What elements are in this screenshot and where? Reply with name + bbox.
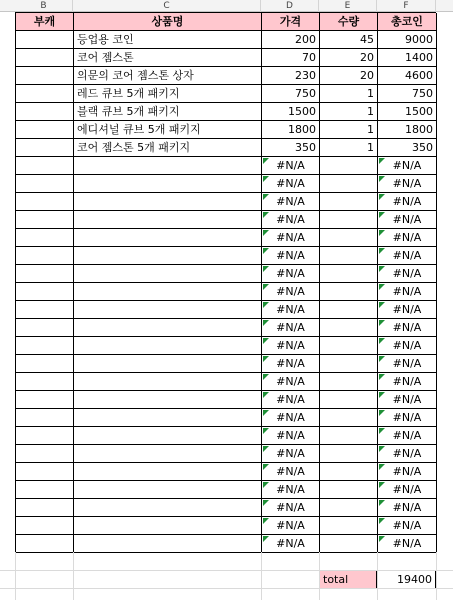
table-cell-price-error[interactable]: #N/A bbox=[262, 445, 320, 463]
table-cell-price[interactable]: 200 bbox=[262, 31, 320, 49]
column-letter-e[interactable]: E bbox=[319, 0, 377, 12]
error-indicator-icon[interactable] bbox=[263, 320, 269, 326]
table-cell-quantity[interactable] bbox=[320, 427, 378, 445]
table-cell-price-error[interactable]: #N/A bbox=[262, 535, 320, 553]
error-indicator-icon[interactable] bbox=[379, 266, 385, 272]
table-cell-total-coin-error[interactable]: #N/A bbox=[378, 175, 437, 193]
table-cell-price[interactable]: 750 bbox=[262, 85, 320, 103]
error-indicator-icon[interactable] bbox=[379, 158, 385, 164]
column-letter-b[interactable]: B bbox=[15, 0, 73, 12]
table-cell-product-name[interactable] bbox=[74, 229, 262, 247]
table-cell-subchar[interactable] bbox=[16, 391, 74, 409]
table-cell-total-coin-error[interactable]: #N/A bbox=[378, 499, 437, 517]
table-cell-subchar[interactable] bbox=[16, 445, 74, 463]
table-cell-product-name[interactable]: 등업용 코인 bbox=[74, 31, 262, 49]
error-indicator-icon[interactable] bbox=[263, 482, 269, 488]
table-cell-total-coin[interactable]: 1400 bbox=[378, 49, 437, 67]
gridline bbox=[261, 552, 262, 600]
table-cell-quantity[interactable]: 1 bbox=[320, 103, 378, 121]
table-cell-total-coin-error[interactable]: #N/A bbox=[378, 337, 437, 355]
table-cell-product-name[interactable]: 코어 젬스톤 bbox=[74, 49, 262, 67]
table-cell-subchar[interactable] bbox=[16, 535, 74, 553]
table-cell-quantity[interactable] bbox=[320, 409, 378, 427]
total-label-cell[interactable] bbox=[319, 570, 377, 589]
gridline bbox=[15, 552, 16, 600]
error-indicator-icon[interactable] bbox=[379, 194, 385, 200]
table-cell-product-name[interactable] bbox=[74, 463, 262, 481]
table-cell-quantity[interactable] bbox=[320, 175, 378, 193]
table-cell-price[interactable]: 1800 bbox=[262, 121, 320, 139]
table-cell-total-coin-error[interactable]: #N/A bbox=[378, 445, 437, 463]
header-cell-d[interactable]: 가격 bbox=[262, 13, 320, 31]
grid-frame bbox=[15, 12, 436, 552]
table-cell-product-name[interactable] bbox=[74, 175, 262, 193]
table-cell-subchar[interactable] bbox=[16, 85, 74, 103]
error-indicator-icon[interactable] bbox=[379, 410, 385, 416]
error-indicator-icon[interactable] bbox=[263, 446, 269, 452]
error-indicator-icon[interactable] bbox=[263, 338, 269, 344]
table-cell-price[interactable]: 1500 bbox=[262, 103, 320, 121]
table-cell-price[interactable]: 230 bbox=[262, 67, 320, 85]
table-cell-product-name[interactable] bbox=[74, 319, 262, 337]
table-cell-total-coin-error[interactable]: #N/A bbox=[378, 517, 437, 535]
column-letter-d[interactable]: D bbox=[261, 0, 319, 12]
table-cell-product-name[interactable] bbox=[74, 373, 262, 391]
table-cell-quantity[interactable] bbox=[320, 229, 378, 247]
table-cell-total-coin-error[interactable]: #N/A bbox=[378, 481, 437, 499]
table-cell-product-name[interactable] bbox=[74, 427, 262, 445]
table-cell-subchar[interactable] bbox=[16, 67, 74, 85]
table-cell-subchar[interactable] bbox=[16, 337, 74, 355]
error-indicator-icon[interactable] bbox=[263, 302, 269, 308]
error-indicator-icon[interactable] bbox=[379, 176, 385, 182]
error-indicator-icon[interactable] bbox=[263, 212, 269, 218]
table-cell-total-coin-error[interactable]: #N/A bbox=[378, 373, 437, 391]
gridline bbox=[436, 552, 437, 600]
error-indicator-icon[interactable] bbox=[263, 194, 269, 200]
table-cell-total-coin-error[interactable]: #N/A bbox=[378, 229, 437, 247]
error-indicator-icon[interactable] bbox=[379, 212, 385, 218]
table-cell-quantity[interactable] bbox=[320, 211, 378, 229]
table-cell-price-error[interactable]: #N/A bbox=[262, 265, 320, 283]
error-indicator-icon[interactable] bbox=[263, 158, 269, 164]
table-cell-price-error[interactable]: #N/A bbox=[262, 283, 320, 301]
header-cell-c[interactable]: 상품명 bbox=[74, 13, 262, 31]
table-cell-product-name[interactable] bbox=[74, 517, 262, 535]
table-cell-price-error[interactable]: #N/A bbox=[262, 337, 320, 355]
error-indicator-icon[interactable] bbox=[379, 464, 385, 470]
table-cell-subchar[interactable] bbox=[16, 373, 74, 391]
table-cell-subchar[interactable] bbox=[16, 283, 74, 301]
error-indicator-icon[interactable] bbox=[263, 374, 269, 380]
table-cell-price-error[interactable]: #N/A bbox=[262, 157, 320, 175]
error-indicator-icon[interactable] bbox=[263, 464, 269, 470]
table-cell-quantity[interactable]: 1 bbox=[320, 139, 378, 157]
table-cell-product-name[interactable] bbox=[74, 499, 262, 517]
gridline bbox=[0, 570, 453, 571]
error-indicator-icon[interactable] bbox=[263, 248, 269, 254]
table-cell-product-name[interactable] bbox=[74, 355, 262, 373]
table-cell-price-error[interactable]: #N/A bbox=[262, 211, 320, 229]
table-cell-price-error[interactable]: #N/A bbox=[262, 175, 320, 193]
table-cell-subchar[interactable] bbox=[16, 301, 74, 319]
table-cell-total-coin[interactable]: 1800 bbox=[378, 121, 437, 139]
table-cell-total-coin-error[interactable]: #N/A bbox=[378, 427, 437, 445]
table-cell-total-coin-error[interactable]: #N/A bbox=[378, 193, 437, 211]
table-cell-subchar[interactable] bbox=[16, 157, 74, 175]
table-cell-quantity[interactable] bbox=[320, 193, 378, 211]
error-indicator-icon[interactable] bbox=[379, 284, 385, 290]
table-cell-price-error[interactable]: #N/A bbox=[262, 193, 320, 211]
table-cell-product-name[interactable]: 레드 큐브 5개 패키지 bbox=[74, 85, 262, 103]
error-indicator-icon[interactable] bbox=[379, 446, 385, 452]
table-cell-total-coin-error[interactable]: #N/A bbox=[378, 409, 437, 427]
table-cell-total-coin[interactable]: 1500 bbox=[378, 103, 437, 121]
table-cell-product-name[interactable] bbox=[74, 157, 262, 175]
header-cell-b[interactable]: 부캐 bbox=[16, 13, 74, 31]
table-cell-price-error[interactable]: #N/A bbox=[262, 499, 320, 517]
table-cell-quantity[interactable] bbox=[320, 373, 378, 391]
total-value: 19400 bbox=[397, 573, 432, 586]
table-cell-subchar[interactable] bbox=[16, 247, 74, 265]
table-cell-quantity[interactable] bbox=[320, 355, 378, 373]
table-cell-quantity[interactable] bbox=[320, 337, 378, 355]
table-cell-quantity[interactable]: 20 bbox=[320, 49, 378, 67]
table-cell-total-coin[interactable]: 750 bbox=[378, 85, 437, 103]
error-indicator-icon[interactable] bbox=[379, 536, 385, 542]
error-indicator-icon[interactable] bbox=[263, 230, 269, 236]
table-cell-product-name[interactable]: 의문의 코어 젬스톤 상자 bbox=[74, 67, 262, 85]
error-indicator-icon[interactable] bbox=[263, 176, 269, 182]
header-cell-f[interactable]: 총코인 bbox=[378, 13, 437, 31]
table-cell-total-coin-error[interactable]: #N/A bbox=[378, 355, 437, 373]
table-cell-price-error[interactable]: #N/A bbox=[262, 247, 320, 265]
error-indicator-icon[interactable] bbox=[263, 392, 269, 398]
table-cell-price-error[interactable]: #N/A bbox=[262, 319, 320, 337]
table-cell-subchar[interactable] bbox=[16, 175, 74, 193]
table-cell-price-error[interactable]: #N/A bbox=[262, 391, 320, 409]
table-cell-product-name[interactable]: 에디셔널 큐브 5개 패키지 bbox=[74, 121, 262, 139]
error-indicator-icon[interactable] bbox=[379, 302, 385, 308]
error-indicator-icon[interactable] bbox=[263, 284, 269, 290]
table-cell-total-coin-error[interactable]: #N/A bbox=[378, 157, 437, 175]
table-cell-price[interactable]: 70 bbox=[262, 49, 320, 67]
table-cell-total-coin-error[interactable]: #N/A bbox=[378, 319, 437, 337]
table-cell-total-coin-error[interactable]: #N/A bbox=[378, 247, 437, 265]
table-cell-subchar[interactable] bbox=[16, 31, 74, 49]
table-cell-quantity[interactable] bbox=[320, 499, 378, 517]
table-cell-price-error[interactable]: #N/A bbox=[262, 373, 320, 391]
table-cell-subchar[interactable] bbox=[16, 265, 74, 283]
table-cell-subchar[interactable] bbox=[16, 409, 74, 427]
error-indicator-icon[interactable] bbox=[263, 518, 269, 524]
column-letter-c[interactable]: C bbox=[73, 0, 261, 12]
table-cell-total-coin-error[interactable]: #N/A bbox=[378, 211, 437, 229]
gridline bbox=[377, 552, 378, 600]
table-cell-total-coin[interactable]: 9000 bbox=[378, 31, 437, 49]
error-indicator-icon[interactable] bbox=[379, 230, 385, 236]
table-cell-total-coin-error[interactable]: #N/A bbox=[378, 463, 437, 481]
table-cell-product-name[interactable]: 코어 젬스톤 5개 패키지 bbox=[74, 139, 262, 157]
gridline bbox=[0, 588, 453, 589]
table-cell-product-name[interactable]: 블랙 큐브 5개 패키지 bbox=[74, 103, 262, 121]
table-cell-product-name[interactable] bbox=[74, 409, 262, 427]
table-cell-product-name[interactable] bbox=[74, 211, 262, 229]
table-cell-quantity[interactable]: 1 bbox=[320, 85, 378, 103]
error-indicator-icon[interactable] bbox=[263, 410, 269, 416]
error-indicator-icon[interactable] bbox=[379, 392, 385, 398]
table-cell-quantity[interactable] bbox=[320, 283, 378, 301]
table-cell-price-error[interactable]: #N/A bbox=[262, 481, 320, 499]
table-cell-price-error[interactable]: #N/A bbox=[262, 229, 320, 247]
header-cell-e[interactable]: 수량 bbox=[320, 13, 378, 31]
table-cell-subchar[interactable] bbox=[16, 49, 74, 67]
table-cell-quantity[interactable] bbox=[320, 247, 378, 265]
table-cell-subchar[interactable] bbox=[16, 139, 74, 157]
table-cell-quantity[interactable] bbox=[320, 265, 378, 283]
table-cell-quantity[interactable] bbox=[320, 391, 378, 409]
table-cell-subchar[interactable] bbox=[16, 499, 74, 517]
error-indicator-icon[interactable] bbox=[263, 536, 269, 542]
table-cell-quantity[interactable]: 20 bbox=[320, 67, 378, 85]
error-indicator-icon[interactable] bbox=[263, 428, 269, 434]
table-cell-product-name[interactable] bbox=[74, 301, 262, 319]
table-cell-subchar[interactable] bbox=[16, 319, 74, 337]
table-cell-product-name[interactable] bbox=[74, 193, 262, 211]
table-cell-total-coin[interactable]: 4600 bbox=[378, 67, 437, 85]
table-cell-subchar[interactable] bbox=[16, 103, 74, 121]
table-cell-product-name[interactable] bbox=[74, 337, 262, 355]
table-cell-product-name[interactable] bbox=[74, 265, 262, 283]
error-indicator-icon[interactable] bbox=[379, 428, 385, 434]
table-cell-quantity[interactable]: 45 bbox=[320, 31, 378, 49]
table-cell-price-error[interactable]: #N/A bbox=[262, 463, 320, 481]
error-indicator-icon[interactable] bbox=[379, 338, 385, 344]
table-cell-product-name[interactable] bbox=[74, 535, 262, 553]
table-cell-subchar[interactable] bbox=[16, 517, 74, 535]
table-cell-quantity[interactable] bbox=[320, 157, 378, 175]
table-cell-subchar[interactable] bbox=[16, 229, 74, 247]
error-indicator-icon[interactable] bbox=[379, 518, 385, 524]
table-cell-price-error[interactable]: #N/A bbox=[262, 517, 320, 535]
table-cell-product-name[interactable] bbox=[74, 391, 262, 409]
table-cell-subchar[interactable] bbox=[16, 463, 74, 481]
error-indicator-icon[interactable] bbox=[379, 356, 385, 362]
table-cell-total-coin-error[interactable]: #N/A bbox=[378, 301, 437, 319]
error-indicator-icon[interactable] bbox=[263, 500, 269, 506]
table-cell-product-name[interactable] bbox=[74, 247, 262, 265]
table-cell-total-coin[interactable]: 350 bbox=[378, 139, 437, 157]
table-cell-product-name[interactable] bbox=[74, 481, 262, 499]
table-cell-quantity[interactable] bbox=[320, 301, 378, 319]
error-indicator-icon[interactable] bbox=[263, 356, 269, 362]
table-cell-quantity[interactable] bbox=[320, 463, 378, 481]
table-cell-subchar[interactable] bbox=[16, 481, 74, 499]
error-indicator-icon[interactable] bbox=[379, 482, 385, 488]
table-cell-quantity[interactable] bbox=[320, 535, 378, 553]
table-cell-quantity[interactable] bbox=[320, 481, 378, 499]
table-cell-price-error[interactable]: #N/A bbox=[262, 301, 320, 319]
table-cell-quantity[interactable] bbox=[320, 319, 378, 337]
error-indicator-icon[interactable] bbox=[379, 374, 385, 380]
column-header-bar bbox=[0, 0, 453, 12]
table-cell-subchar[interactable] bbox=[16, 427, 74, 445]
table-cell-total-coin-error[interactable]: #N/A bbox=[378, 535, 437, 553]
table-cell-product-name[interactable] bbox=[74, 445, 262, 463]
table-cell-subchar[interactable] bbox=[16, 193, 74, 211]
table-cell-quantity[interactable] bbox=[320, 517, 378, 535]
table-cell-product-name[interactable] bbox=[74, 283, 262, 301]
error-indicator-icon[interactable] bbox=[379, 248, 385, 254]
table-cell-total-coin-error[interactable]: #N/A bbox=[378, 391, 437, 409]
total-label: total bbox=[323, 573, 349, 586]
table-cell-total-coin-error[interactable]: #N/A bbox=[378, 265, 437, 283]
error-indicator-icon[interactable] bbox=[379, 320, 385, 326]
table-cell-price-error[interactable]: #N/A bbox=[262, 427, 320, 445]
column-letter-f[interactable]: F bbox=[377, 0, 436, 12]
table-cell-subchar[interactable] bbox=[16, 121, 74, 139]
table-cell-subchar[interactable] bbox=[16, 211, 74, 229]
table-cell-price-error[interactable]: #N/A bbox=[262, 355, 320, 373]
table-cell-total-coin-error[interactable]: #N/A bbox=[378, 283, 437, 301]
table-cell-quantity[interactable] bbox=[320, 445, 378, 463]
gridline bbox=[319, 552, 320, 600]
gridline bbox=[73, 552, 74, 600]
error-indicator-icon[interactable] bbox=[263, 266, 269, 272]
error-indicator-icon[interactable] bbox=[379, 500, 385, 506]
table-cell-price[interactable]: 350 bbox=[262, 139, 320, 157]
total-value-cell[interactable] bbox=[376, 570, 436, 589]
table-cell-subchar[interactable] bbox=[16, 355, 74, 373]
table-cell-quantity[interactable]: 1 bbox=[320, 121, 378, 139]
table-cell-price-error[interactable]: #N/A bbox=[262, 409, 320, 427]
